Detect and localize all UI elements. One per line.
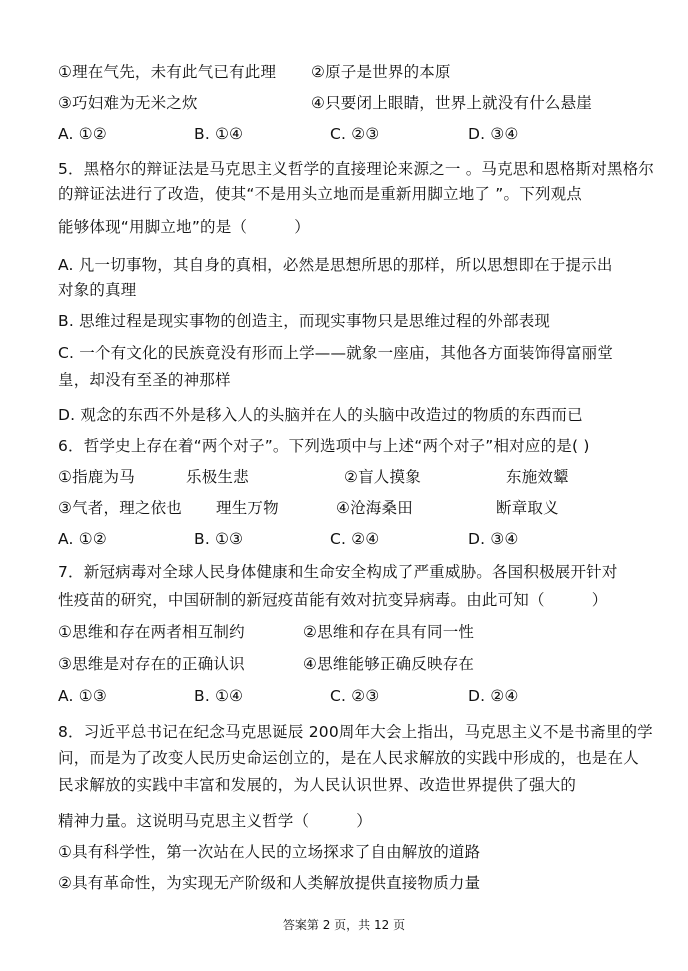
q6-choice-a: A. ①② (58, 530, 107, 548)
q4-option-1: ①理在气先，未有此气已有此理 (58, 63, 277, 81)
q8-stem-line-1: 8．习近平总书记在纪念马克思诞辰 200周年大会上指出，马克思主义不是书斋里的学 (58, 723, 653, 741)
q7-choice-b: B. ①④ (194, 687, 244, 705)
q4-option-2: ②原子是世界的本原 (311, 63, 451, 81)
q5-option-a-line-1: A. 凡一切事物，其自身的真相，必然是思想所思的那样，所以思想即在于提示出 (58, 256, 613, 274)
q7-stem-line-2: 性疫苗的研究，中国研制的新冠疫苗能有效对抗变异病毒。由此可知（ ） (58, 591, 608, 609)
q7-choice-c: C. ②③ (330, 687, 380, 705)
q6-stem: 6．哲学史上存在着“两个对子”。下列选项中与上述“两个对子”相对应的是( ) (58, 437, 590, 455)
q7-option-1: ①思维和存在两者相互制约 (58, 623, 245, 641)
q5-stem-line-3: 能够体现“用脚立地”的是（ ） (58, 218, 310, 236)
q6-row2-item-3: ④沧海桑田 (336, 499, 413, 517)
q4-choice-c: C. ②③ (330, 125, 380, 143)
q5-stem-line-2: 的辩证法进行了改造，使其“不是用头立地而是重新用脚立地了 ”。下列观点 (58, 185, 582, 203)
q5-option-a-line-2: 对象的真理 (58, 281, 137, 299)
page-footer: 答案第 2 页，共 12 页 (282, 918, 406, 932)
q4-choice-b: B. ①④ (194, 125, 244, 143)
q6-row2-item-2: 理生万物 (216, 499, 279, 517)
q7-option-2: ②思维和存在具有同一性 (303, 623, 475, 641)
q4-choice-a: A. ①② (58, 125, 107, 143)
q7-stem-line-1: 7．新冠病毒对全球人民身体健康和生命安全构成了严重威胁。各国积极展开针对 (58, 563, 618, 581)
q7-option-4: ④思维能够正确反映存在 (303, 655, 475, 673)
q7-option-3: ③思维是对存在的正确认识 (58, 655, 245, 673)
q5-option-c-line-2: 皇，却没有至圣的神那样 (58, 371, 231, 389)
q6-choice-d: D. ③④ (468, 530, 519, 548)
q6-choice-b: B. ①③ (194, 530, 244, 548)
q5-option-c-line-1: C. 一个有文化的民族竟没有形而上学——就象一座庙，其他各方面装饰得富丽堂 (58, 344, 614, 362)
q7-choice-a: A. ①③ (58, 687, 107, 705)
q6-row2-item-4: 断章取义 (496, 499, 559, 517)
q5-option-d: D. 观念的东西不外是移入人的头脑并在人的头脑中改造过的物质的东西而已 (58, 406, 583, 424)
q5-stem-line-1: 5．黑格尔的辩证法是马克思主义哲学的直接理论来源之一 。马克思和恩格斯对黑格尔 (58, 160, 655, 178)
q6-row1-item-1: ①指鹿为马 (58, 468, 135, 486)
q7-choice-d: D. ②④ (468, 687, 519, 705)
q8-stem-line-3: 民求解放的实践中丰富和发展的，为人民认识世界、改造世界提供了强大的 (58, 776, 577, 794)
q6-choice-c: C. ②④ (330, 530, 380, 548)
q6-row1-item-2: 乐极生悲 (186, 468, 249, 486)
q6-row1-item-4: 东施效颦 (506, 468, 569, 486)
q4-choice-d: D. ③④ (468, 125, 519, 143)
q8-stem-line-4: 精神力量。这说明马克思主义哲学（ ） (58, 812, 373, 830)
q4-option-4: ④只要闭上眼睛，世界上就没有什么悬崖 (311, 94, 592, 112)
q8-stem-line-2: 问，而是为了改变人民历史命运创立的，是在人民求解放的实践中形成的，也是在人 (58, 749, 639, 767)
q8-option-1: ①具有科学性，第一次站在人民的立场探求了自由解放的道路 (58, 843, 481, 861)
q4-option-3: ③巧妇难为无米之炊 (58, 94, 198, 112)
q5-option-b: B. 思维过程是现实事物的创造主，而现实事物只是思维过程的外部表现 (58, 312, 551, 330)
q6-row1-item-3: ②盲人摸象 (344, 468, 421, 486)
q8-option-2: ②具有革命性，为实现无产阶级和人类解放提供直接物质力量 (58, 874, 481, 892)
q6-row2-item-1: ③气者，理之依也 (58, 499, 182, 517)
